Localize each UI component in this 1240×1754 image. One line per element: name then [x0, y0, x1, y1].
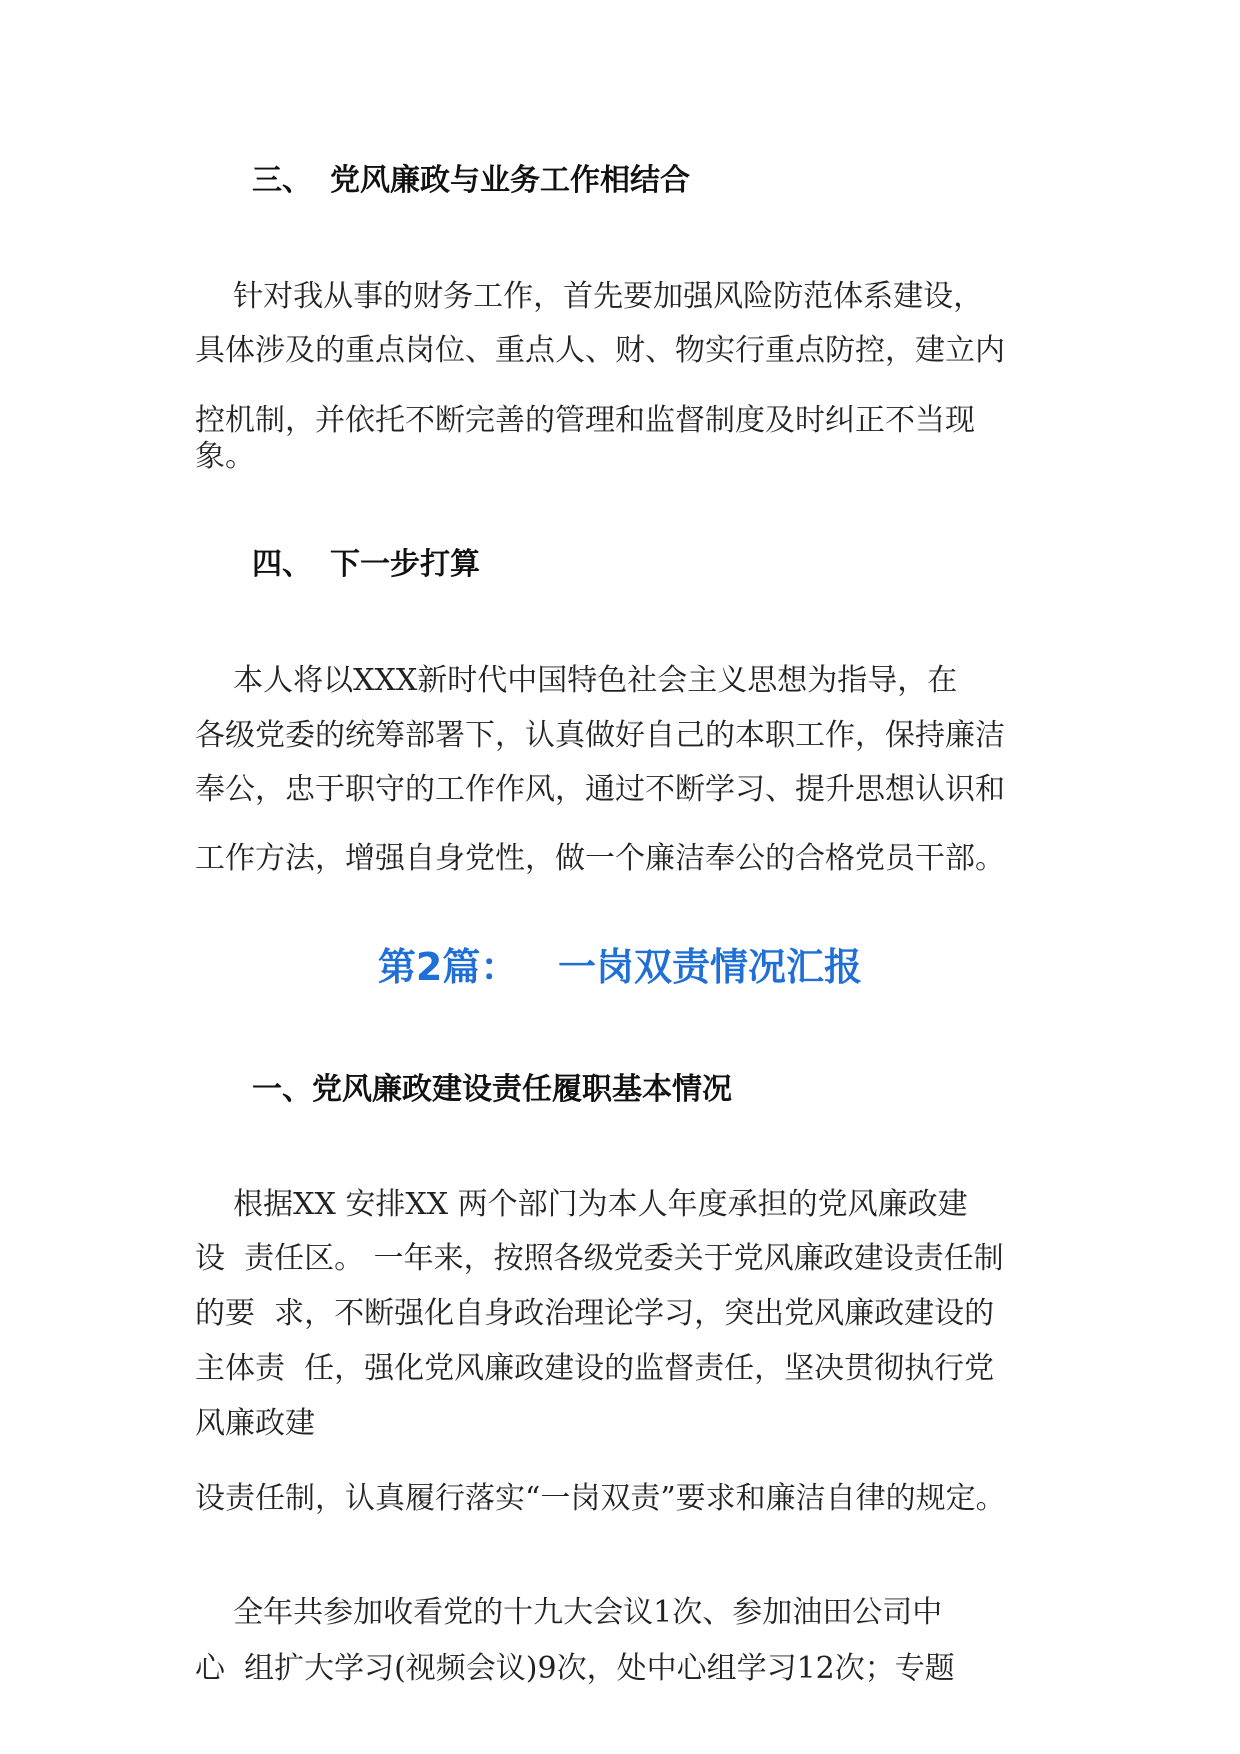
article-2-para-2-line-2: 心 组扩大学习(视频会议)9次，处中心组学习12次；专题	[195, 1651, 955, 1686]
article-2-para-1-line-6: 设责任制，认真履行落实“一岗双责”要求和廉洁自律的规定。	[195, 1481, 1006, 1516]
section-4-heading	[252, 547, 480, 582]
article-2-para-1-line-3: 的要 求，不断强化自身政治理论学习，突出党风廉政建设的	[195, 1296, 995, 1331]
section-3-title: 党风廉政与业务工作相结合	[330, 163, 690, 198]
section-3-heading	[252, 163, 690, 198]
article-2-para-1-line-5: 风廉政建	[195, 1406, 315, 1441]
article-2-section-1-heading: 一、党风廉政建设责任履职基本情况	[252, 1072, 732, 1107]
section-4-number: 四、	[252, 547, 312, 582]
section-4-line-2: 各级党委的统筹部署下，认真做好自己的本职工作，保持廉洁	[195, 718, 1005, 753]
article-2-para-1-line-1: 根据XX 安排XX 两个部门为本人年度承担的党风廉政建	[195, 1187, 968, 1222]
article-2-para-2-line-1: 全年共参加收看党的十九大会议1次、参加油田公司中	[195, 1595, 943, 1630]
section-4-line-4: 工作方法，增强自身党性，做一个廉洁奉公的合格党员干部。	[195, 841, 1005, 876]
section-3-line-3: 控机制，并依托不断完善的管理和监督制度及时纠正不当现	[195, 403, 975, 438]
section-3-line-2: 具体涉及的重点岗位、重点人、财、物实行重点防控，建立内	[195, 333, 1005, 368]
section-3-line-4: 象。	[195, 439, 255, 474]
article-2-para-1-line-2: 设 责任区。 一年来，按照各级党委关于党风廉政建设责任制	[195, 1241, 1004, 1276]
section-4-line-3: 奉公，忠于职守的工作作风，通过不断学习、提升思想认识和	[195, 772, 1005, 807]
section-4-line-1: 本人将以XXX新时代中国特色社会主义思想为指导，在	[195, 663, 958, 698]
article-2-title: 第2篇： 一岗双责情况汇报	[377, 945, 863, 989]
article-2-para-1-line-4: 主体责 任，强化党风廉政建设的监督责任，坚决贯彻执行党	[195, 1351, 995, 1386]
section-3-number: 三、	[252, 163, 312, 198]
section-3-line-1: 针对我从事的财务工作，首先要加强风险防范体系建设，	[195, 279, 984, 314]
section-4-title: 下一步打算	[330, 547, 480, 582]
